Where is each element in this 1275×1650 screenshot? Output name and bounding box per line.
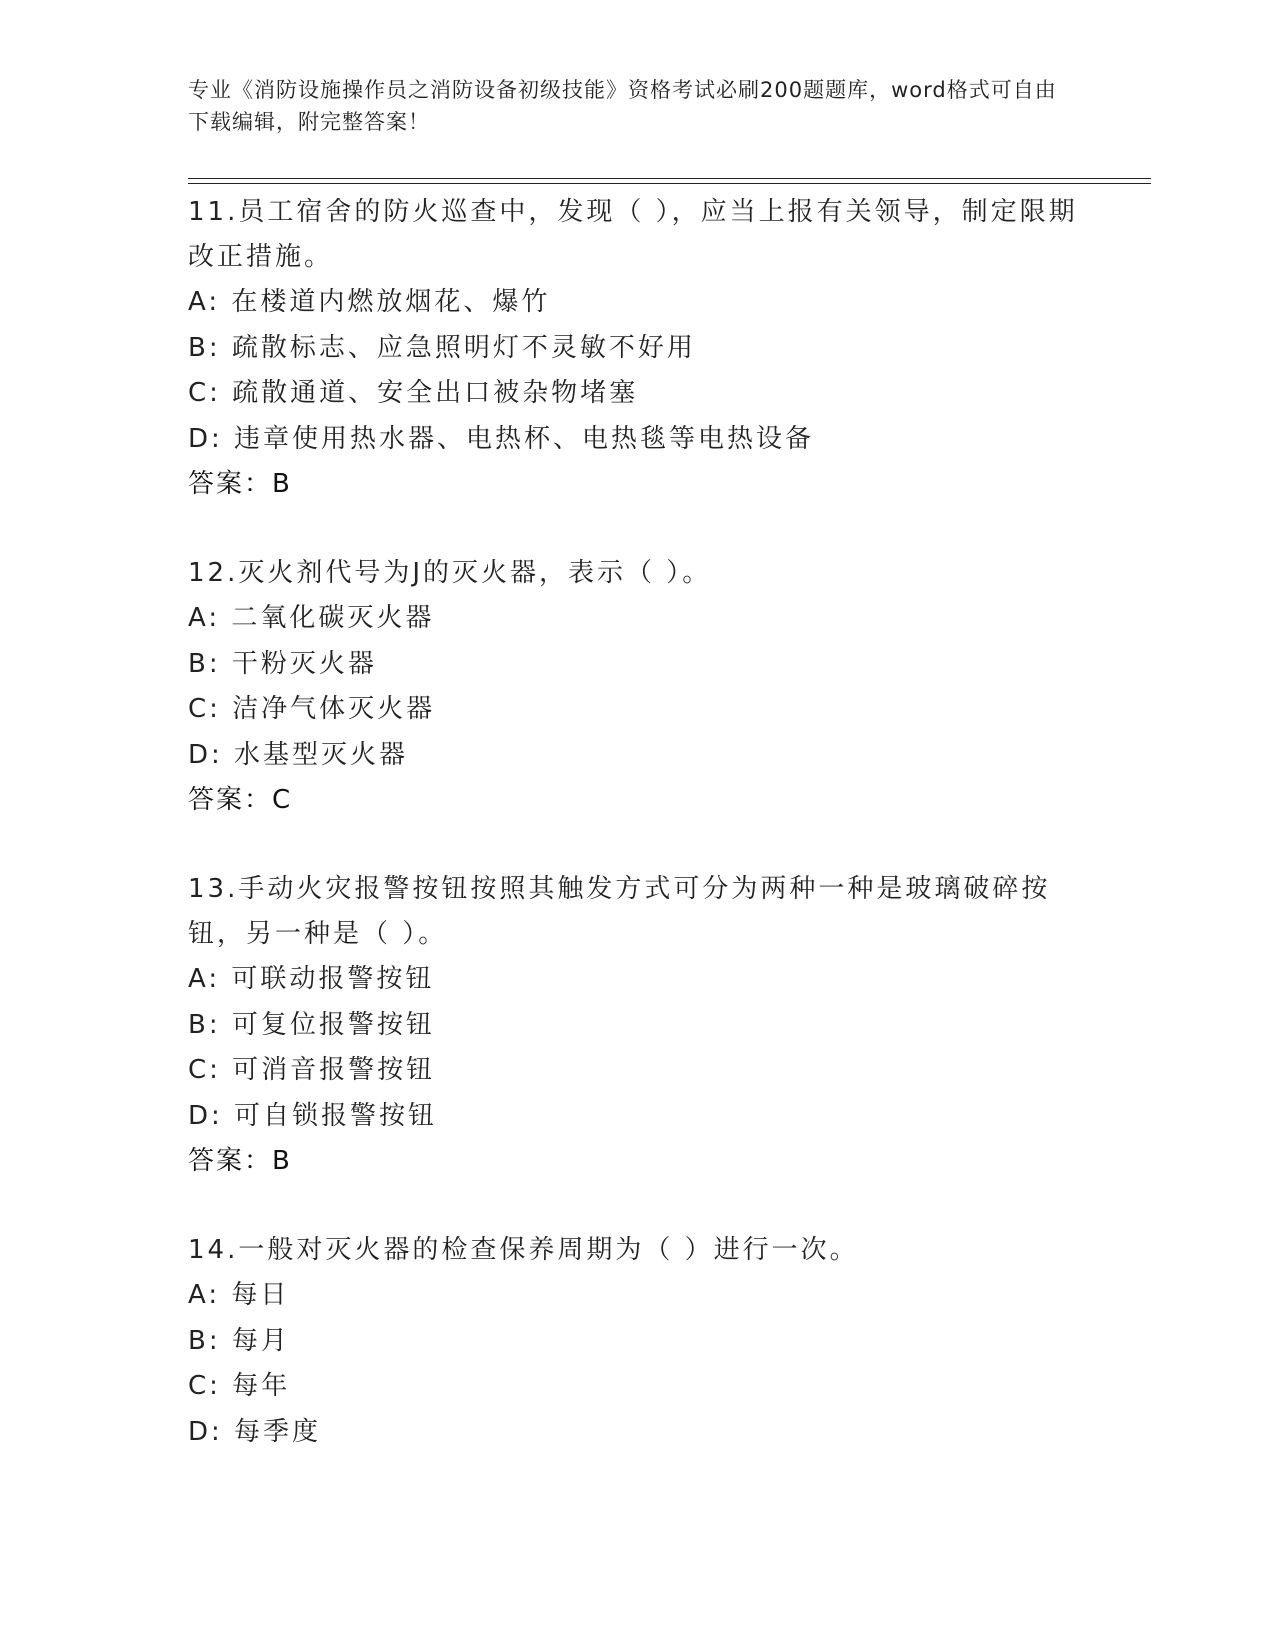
option-d: D: 水基型灭火器 <box>188 739 409 770</box>
option-b: B: 干粉灭火器 <box>188 648 377 679</box>
answer-line: 答案：C <box>188 785 293 815</box>
option-d: D: 每季度 <box>188 1416 322 1447</box>
option-a: A: 可联动报警按钮 <box>188 964 435 994</box>
question-13 <box>188 867 1088 1184</box>
question-12 <box>188 551 1088 823</box>
document-header: 专业《消防设施操作员之消防设备初级技能》资格考试必刷200题题库，word格式可自由下载编辑，附完整答案！ <box>188 78 1057 134</box>
header-divider-top <box>188 178 1151 179</box>
question-11 <box>188 190 1088 507</box>
option-a: A: 每日 <box>188 1280 290 1310</box>
question-stem: 14.一般对灭火器的检查保养周期为（ ）进行一次。 <box>188 1235 859 1265</box>
option-b: B: 可复位报警按钮 <box>188 1009 435 1040</box>
option-c: C: 可消音报警按钮 <box>188 1055 436 1085</box>
question-stem: 12.灭火剂代号为J的灭火器，表示（ ）。 <box>188 558 712 588</box>
question-stem: 11.员工宿舍的防火巡查中，发现（ ），应当上报有关领导，制定限期改正措施。 <box>188 197 1078 272</box>
option-d: D: 可自锁报警按钮 <box>188 1100 438 1131</box>
question-stem: 13.手动火灾报警按钮按照其触发方式可分为两种一种是玻璃破碎按钮，另一种是（ ）。 <box>188 874 1051 949</box>
option-c: C: 洁净气体灭火器 <box>188 694 436 724</box>
option-b: B: 每月 <box>188 1325 290 1356</box>
option-d: D: 违章使用热水器、电热杯、电热毯等电热设备 <box>188 423 815 454</box>
header-divider-bottom <box>188 183 1151 184</box>
option-a: A: 二氧化碳灭火器 <box>188 603 435 633</box>
option-b: B: 疏散标志、应急照明灯不灵敏不好用 <box>188 332 696 363</box>
option-c: C: 每年 <box>188 1371 291 1401</box>
option-c: C: 疏散通道、安全出口被杂物堵塞 <box>188 378 639 408</box>
question-list <box>188 190 1088 1455</box>
answer-line: 答案：B <box>188 469 292 499</box>
answer-line: 答案：B <box>188 1146 292 1176</box>
question-14 <box>188 1228 1088 1455</box>
option-a: A: 在楼道内燃放烟花、爆竹 <box>188 287 551 317</box>
